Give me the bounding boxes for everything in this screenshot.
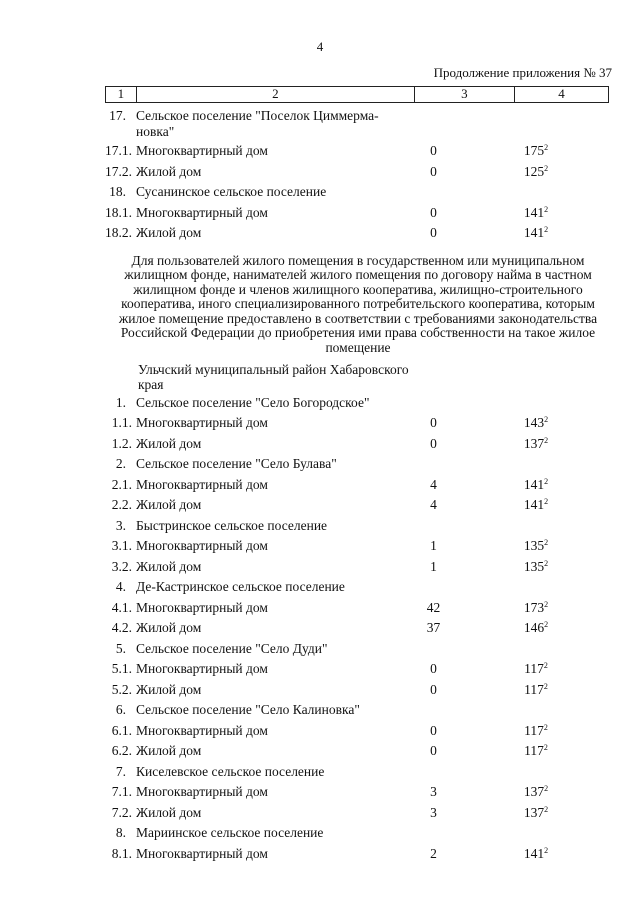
- row-number: 3.1.: [111, 538, 132, 554]
- row-name: Многоквартирный дом: [136, 476, 268, 492]
- row-value-col3: 1: [430, 538, 437, 554]
- row-value-col3: 0: [430, 415, 437, 431]
- row-value-col3: 0: [430, 743, 437, 759]
- row-value-col4-exponent: 2: [544, 143, 549, 152]
- row-value-col4-number: 117: [524, 661, 544, 677]
- row-number: 7.2.: [111, 804, 132, 820]
- row-value-col3: 3: [430, 804, 437, 820]
- row-name: Сусанинское сельское поселение: [136, 184, 327, 199]
- row-number: 5.1.: [111, 661, 132, 677]
- row-value-col4: [491, 743, 581, 759]
- row-name: Жилой дом: [136, 558, 202, 574]
- row-number: 17.: [109, 108, 126, 123]
- row-value-col4-number: 125: [523, 163, 545, 179]
- row-value-col3: 0: [430, 225, 437, 240]
- row-value-col3: 2: [430, 845, 437, 861]
- row-number: 5.: [115, 640, 126, 656]
- row-value-col3: 0: [430, 435, 437, 451]
- table-row: [0, 225, 640, 246]
- table-row: [0, 164, 640, 185]
- row-value-col4: [491, 497, 581, 513]
- table-row: [0, 661, 640, 682]
- row-value-col3: 3: [430, 784, 437, 800]
- row-value-col4-number: 143: [523, 415, 545, 431]
- row-value-col4-number: 117: [524, 722, 544, 738]
- row-value-col4-exponent: 2: [544, 435, 549, 445]
- row-value-col4-exponent: 2: [544, 497, 549, 507]
- row-value-col4-exponent: 2: [544, 804, 549, 814]
- row-value-col4-exponent: 2: [543, 743, 548, 753]
- row-name: Киселевское сельское поселение: [136, 763, 325, 779]
- section-row: [0, 579, 640, 600]
- row-number: 2.: [115, 456, 126, 472]
- row-value-col4: [491, 225, 581, 241]
- row-value-col3: 37: [426, 620, 441, 636]
- row-name: Жилой дом: [136, 743, 202, 759]
- row-value-col4-number: 117: [524, 681, 544, 697]
- row-value-col3: 4: [430, 497, 437, 513]
- table-row: [0, 415, 640, 436]
- row-value-col3: 0: [430, 143, 437, 158]
- row-number: 6.2.: [111, 743, 132, 759]
- row-value-col4: [491, 164, 581, 180]
- table-row: [0, 620, 640, 641]
- row-value-col4: [491, 682, 581, 698]
- row-number: 3.2.: [111, 558, 132, 574]
- row-name: Жилой дом: [136, 225, 202, 240]
- table-row: [0, 805, 640, 826]
- row-name: Жилой дом: [136, 681, 202, 697]
- table-row: [0, 436, 640, 457]
- row-number: 1.1.: [111, 415, 132, 431]
- row-number: 1.: [115, 394, 126, 410]
- row-value-col4: [491, 805, 581, 821]
- row-value-col3: 0: [430, 661, 437, 677]
- row-value-col4-number: 141: [523, 225, 545, 240]
- row-number: 5.2.: [111, 681, 132, 697]
- row-value-col4-number: 175: [523, 143, 545, 158]
- row-value-col4-exponent: 2: [544, 163, 549, 173]
- row-value-col4-exponent: 2: [544, 845, 549, 855]
- category-paragraph: Для пользователей жилого помещения в государственном или муниципальном жилищном фонде, нанимателей жилого помещения по договору найма в частном жилищном фонде и членов жилищного кооператива, жилищно-строительного кооператива, иного специализированного потребительского кооператива, которым жилое помещение предоставлено в соответствии с требованиями законодательства Российской Федерации до приобретения ими права собственности на такое жилое помещение: [118, 252, 598, 355]
- table-row: [0, 682, 640, 703]
- row-number: 1.2.: [111, 435, 132, 451]
- table-row: [0, 600, 640, 621]
- section-row: [0, 456, 640, 477]
- row-value-col3: 42: [426, 599, 441, 615]
- row-number: 17.2.: [105, 163, 132, 179]
- row-value-col4-number: 117: [524, 743, 544, 759]
- row-number: 2.1.: [111, 476, 132, 492]
- row-value-col4-number: 137: [523, 435, 545, 451]
- row-name: Сельское поселение "Село Калиновка": [136, 702, 360, 718]
- row-name: Многоквартирный дом: [136, 143, 268, 158]
- row-value-col4-exponent: 2: [544, 558, 549, 568]
- row-value-col4-exponent: 2: [544, 538, 549, 548]
- row-value-col4: [491, 600, 581, 616]
- row-name: Многоквартирный дом: [136, 204, 268, 220]
- section-row: [0, 764, 640, 785]
- row-value-col4-number: 146: [523, 620, 545, 636]
- row-name: Сельское поселение "Село Богородское": [136, 394, 370, 410]
- section-row: [0, 825, 640, 846]
- section-row: [0, 641, 640, 662]
- row-value-col3: 0: [430, 681, 437, 697]
- table-row: [0, 559, 640, 580]
- row-value-col4-number: 137: [523, 784, 545, 800]
- column-header-4: 4: [514, 87, 608, 103]
- row-value-col4-exponent: 2: [544, 784, 549, 794]
- section-row: [0, 395, 640, 416]
- rows-top: [0, 108, 640, 246]
- row-name: Многоквартирный дом: [136, 415, 268, 431]
- row-value-col4: [491, 661, 581, 677]
- row-name: Многоквартирный дом: [136, 538, 268, 554]
- row-value-col4-exponent: 2: [544, 415, 549, 425]
- table-row: [0, 784, 640, 805]
- row-value-col4-number: 135: [523, 558, 545, 574]
- row-number: 7.: [115, 763, 126, 779]
- row-number: 3.: [115, 517, 126, 533]
- tariff-table-body: [0, 108, 640, 866]
- row-name: Жилой дом: [136, 163, 202, 179]
- row-value-col3: 1: [430, 558, 437, 574]
- row-name: Сельское поселение "Поселок Циммерма-новка": [136, 108, 379, 139]
- row-number: 6.1.: [111, 722, 132, 738]
- page-number: 4: [316, 39, 324, 54]
- row-name: Жилой дом: [136, 497, 202, 513]
- table-row: [0, 846, 640, 867]
- table-row: [0, 477, 640, 498]
- row-name: Быстринское сельское поселение: [136, 517, 328, 533]
- row-value-col4: [491, 477, 581, 493]
- row-value-col4: [491, 205, 581, 221]
- continuation-note: Продолжение приложения № 37: [433, 65, 612, 80]
- row-value-col4-exponent: 2: [544, 476, 549, 486]
- row-value-col4-number: 137: [523, 804, 545, 820]
- rows-bottom: [0, 395, 640, 867]
- row-value-col4-number: 141: [523, 204, 545, 220]
- column-header-3: 3: [414, 87, 514, 103]
- row-value-col4: [491, 620, 581, 636]
- row-name: Сельское поселение "Село Дуди": [136, 640, 328, 656]
- row-value-col4: [491, 143, 581, 159]
- row-name: Жилой дом: [136, 435, 202, 451]
- row-value-col4-exponent: 2: [544, 599, 549, 609]
- row-value-col4-exponent: 2: [543, 661, 548, 671]
- row-value-col4-number: 141: [523, 476, 545, 492]
- table-row: [0, 205, 640, 226]
- row-value-col4: [491, 538, 581, 554]
- row-value-col4: [491, 559, 581, 575]
- row-number: 7.1.: [111, 784, 132, 800]
- table-row: [0, 497, 640, 518]
- column-header-table: [105, 86, 609, 103]
- row-value-col3: 0: [430, 722, 437, 738]
- row-value-col4-exponent: 2: [543, 681, 548, 691]
- row-number: 4.2.: [111, 620, 132, 636]
- row-value-col4-number: 141: [523, 845, 545, 861]
- row-name: Многоквартирный дом: [136, 661, 268, 677]
- row-name: Многоквартирный дом: [136, 784, 268, 800]
- row-value-col4-exponent: 2: [544, 225, 549, 234]
- section-row: [0, 108, 640, 143]
- row-value-col4: [491, 415, 581, 431]
- row-name: Мариинское сельское поселение: [136, 825, 324, 841]
- table-row: [0, 538, 640, 559]
- row-value-col4-number: 173: [523, 599, 545, 615]
- row-value-col4: [491, 436, 581, 452]
- section-row: [0, 702, 640, 723]
- row-number: 2.2.: [111, 497, 132, 513]
- table-row: [0, 743, 640, 764]
- column-header-1: 1: [106, 87, 137, 103]
- row-name: Сельское поселение "Село Булава": [136, 456, 337, 472]
- row-name: Многоквартирный дом: [136, 722, 268, 738]
- row-name: Многоквартирный дом: [136, 599, 268, 615]
- section-row: [0, 184, 640, 205]
- row-name: Многоквартирный дом: [136, 845, 268, 861]
- row-value-col4-exponent: 2: [544, 620, 549, 630]
- row-number: 8.1.: [111, 845, 132, 861]
- row-value-col4: [491, 846, 581, 862]
- row-name: Жилой дом: [136, 620, 202, 636]
- row-name: Жилой дом: [136, 804, 202, 820]
- row-number: 4.1.: [111, 599, 132, 615]
- table-row: [0, 143, 640, 164]
- row-value-col4-number: 135: [523, 538, 545, 554]
- row-name: Де-Кастринское сельское поселение: [136, 579, 345, 595]
- row-value-col3: 4: [430, 476, 437, 492]
- section-row: [0, 518, 640, 539]
- row-value-col3: 0: [430, 163, 437, 179]
- table-row: [0, 723, 640, 744]
- row-value-col3: 0: [430, 204, 437, 220]
- column-header-2: 2: [136, 87, 414, 103]
- row-number: 17.1.: [105, 143, 132, 158]
- row-number: 8.: [115, 825, 126, 841]
- row-number: 18.: [109, 184, 126, 199]
- row-value-col4-number: 141: [523, 497, 545, 513]
- row-number: 6.: [115, 702, 126, 718]
- row-number: 18.1.: [105, 204, 132, 220]
- row-value-col4-exponent: 2: [544, 204, 549, 214]
- district-title: Ульчский муниципальный район Хабаровского края: [138, 361, 409, 393]
- row-number: 4.: [115, 579, 126, 595]
- row-value-col4: [491, 723, 581, 739]
- row-number: 18.2.: [105, 225, 132, 240]
- row-value-col4: [491, 784, 581, 800]
- row-value-col4-exponent: 2: [543, 722, 548, 732]
